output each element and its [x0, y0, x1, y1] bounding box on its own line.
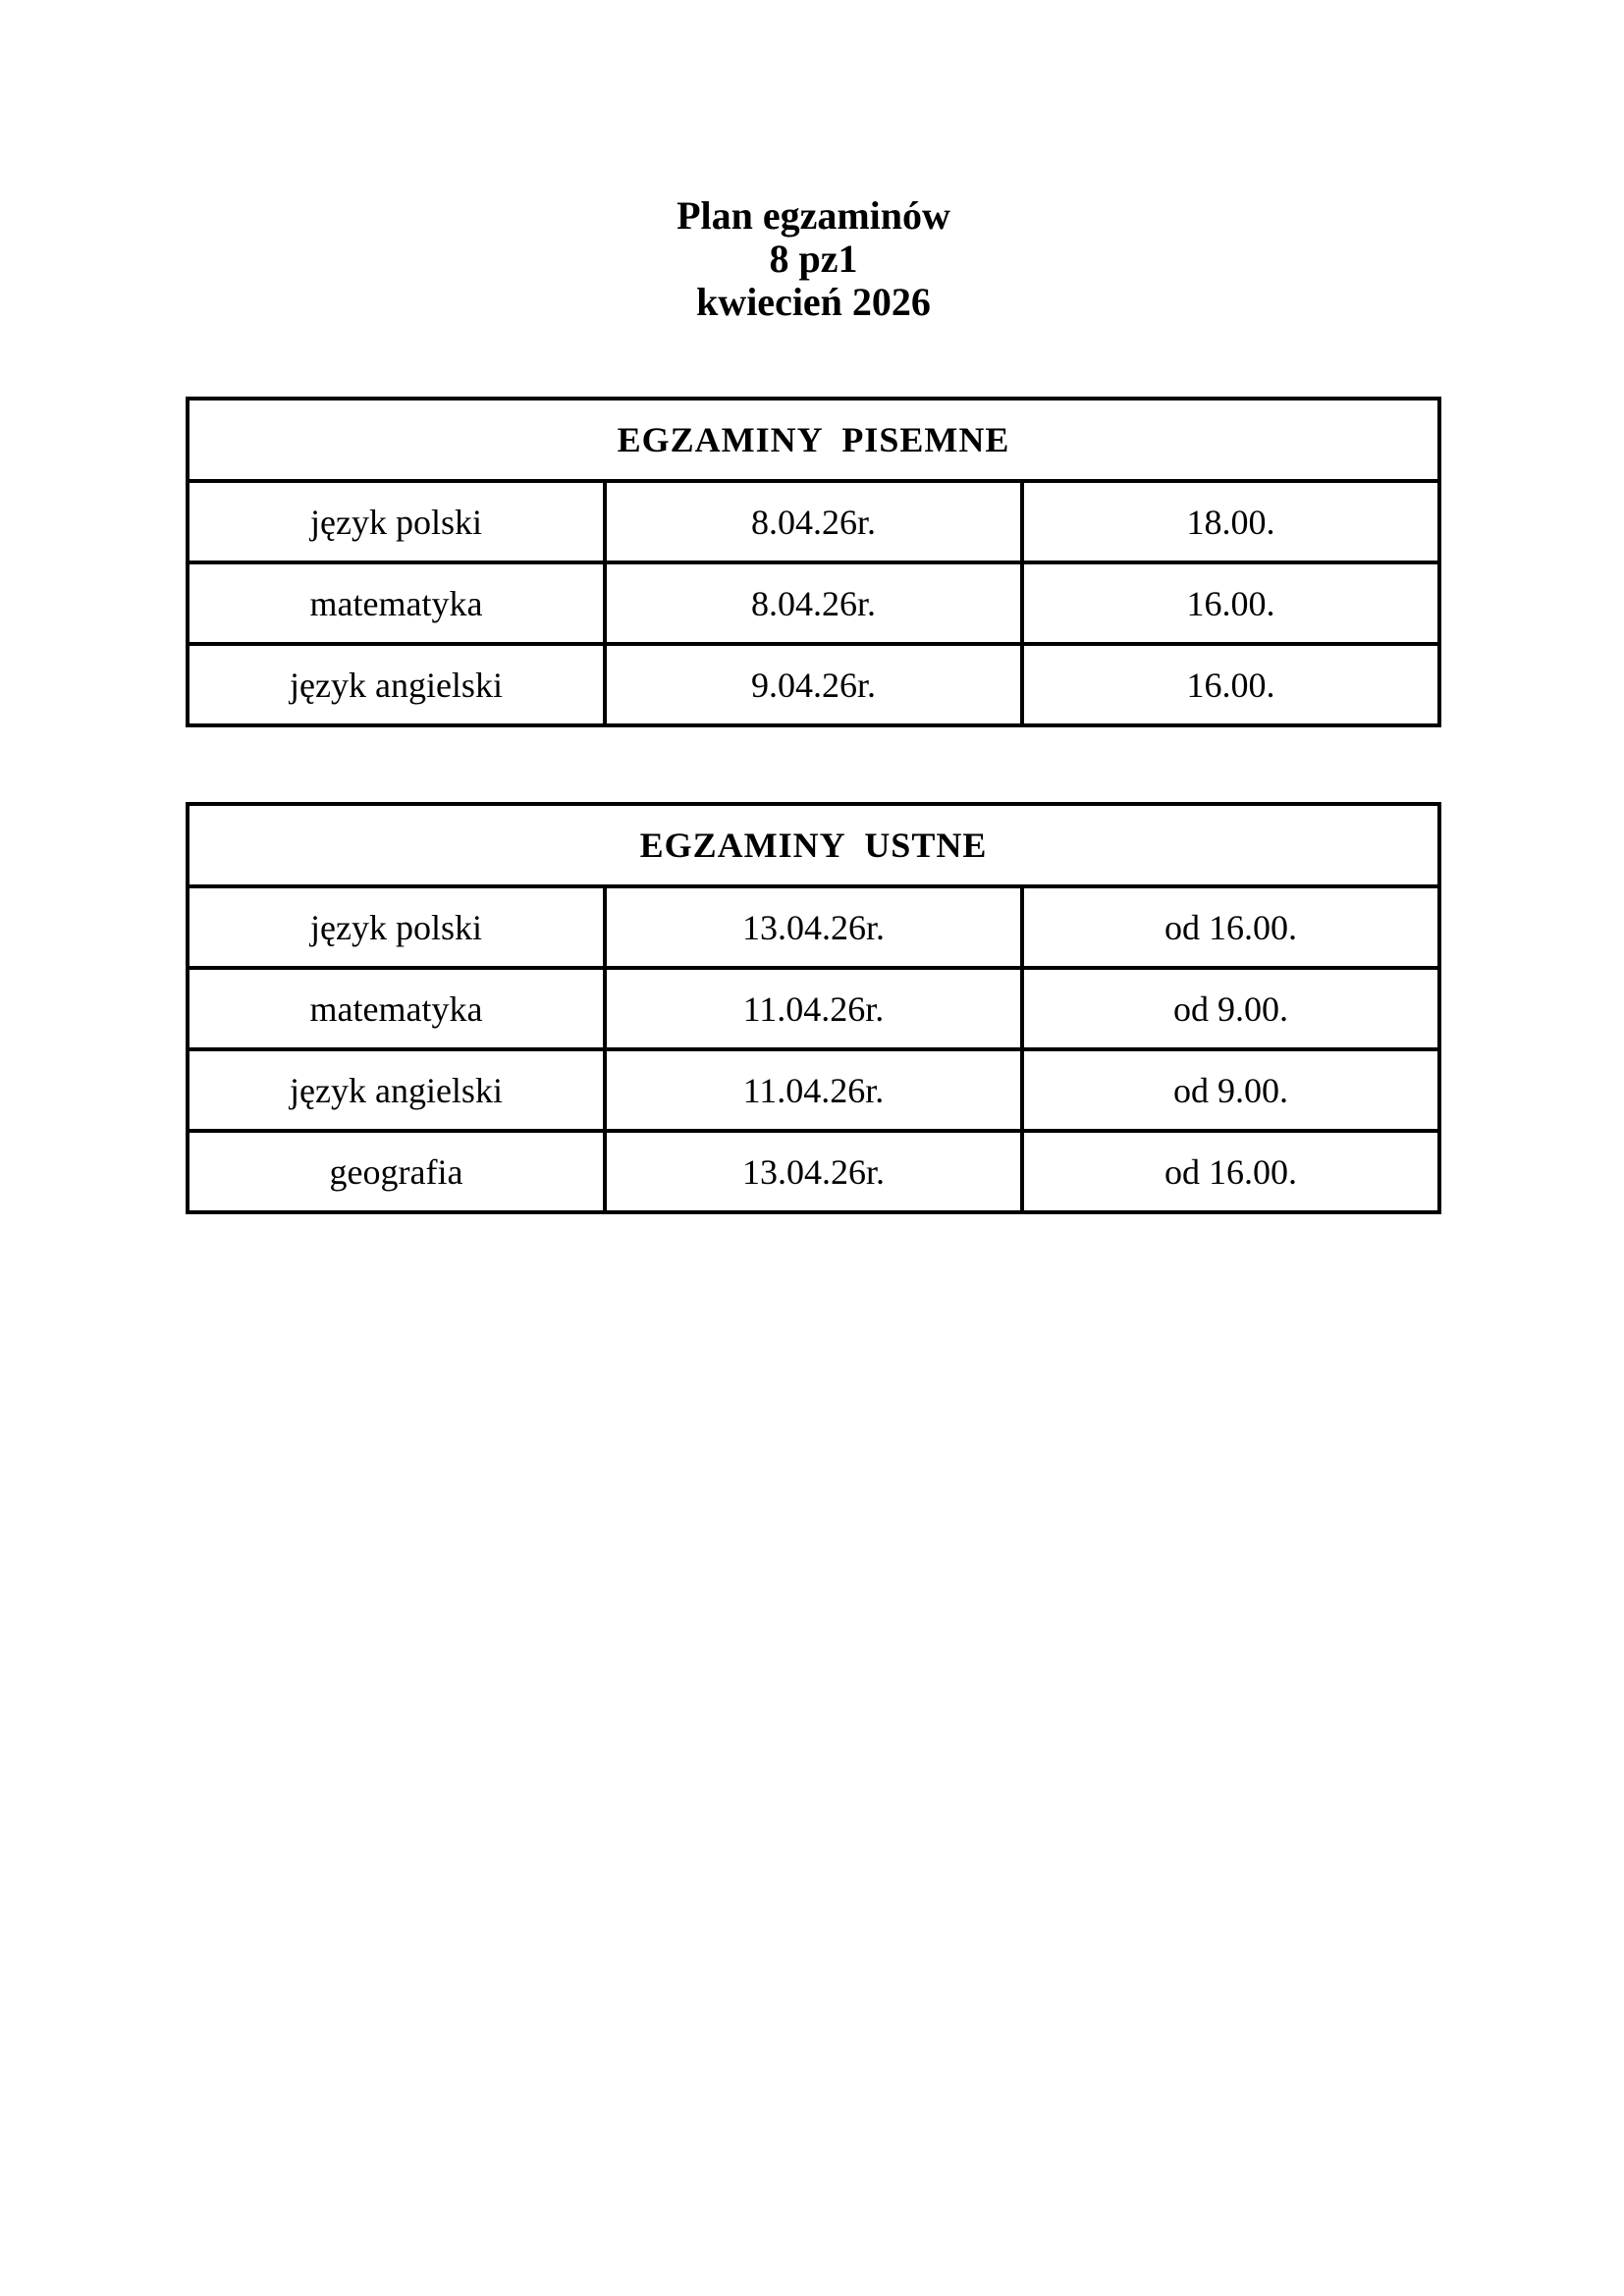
date-cell: 8.04.26r.	[605, 562, 1022, 644]
time-cell: 16.00.	[1022, 644, 1439, 725]
subject-cell: język polski	[188, 886, 605, 968]
written-exams-table	[186, 397, 1441, 727]
date-cell: 13.04.26r.	[605, 1131, 1022, 1212]
document-title	[186, 194, 1441, 324]
table-row	[188, 644, 1439, 725]
date-cell: 9.04.26r.	[605, 644, 1022, 725]
table-row	[188, 1049, 1439, 1131]
time-cell: 18.00.	[1022, 481, 1439, 562]
table-row	[188, 968, 1439, 1049]
subject-cell: geografia	[188, 1131, 605, 1212]
oral-exams-header: EGZAMINY USTNE	[188, 804, 1439, 886]
title-line-plan: Plan egzaminów	[677, 193, 950, 238]
table-row	[188, 886, 1439, 968]
subject-cell: język polski	[188, 481, 605, 562]
subject-cell: matematyka	[188, 562, 605, 644]
subject-cell: język angielski	[188, 1049, 605, 1131]
time-cell: 16.00.	[1022, 562, 1439, 644]
title-line-month: kwiecień 2026	[696, 280, 931, 324]
table-header-row	[188, 804, 1439, 886]
table-row	[188, 481, 1439, 562]
table-header-row	[188, 399, 1439, 481]
time-cell: od 9.00.	[1022, 968, 1439, 1049]
time-cell: od 16.00.	[1022, 1131, 1439, 1212]
date-cell: 11.04.26r.	[605, 968, 1022, 1049]
time-cell: od 16.00.	[1022, 886, 1439, 968]
time-cell: od 9.00.	[1022, 1049, 1439, 1131]
table-row	[188, 1131, 1439, 1212]
table-row	[188, 562, 1439, 644]
document-content	[186, 194, 1441, 1214]
oral-exams-table	[186, 802, 1441, 1214]
subject-cell: język angielski	[188, 644, 605, 725]
written-exams-header: EGZAMINY PISEMNE	[188, 399, 1439, 481]
date-cell: 11.04.26r.	[605, 1049, 1022, 1131]
subject-cell: matematyka	[188, 968, 605, 1049]
title-line-class: 8 pz1	[769, 237, 858, 281]
date-cell: 8.04.26r.	[605, 481, 1022, 562]
date-cell: 13.04.26r.	[605, 886, 1022, 968]
